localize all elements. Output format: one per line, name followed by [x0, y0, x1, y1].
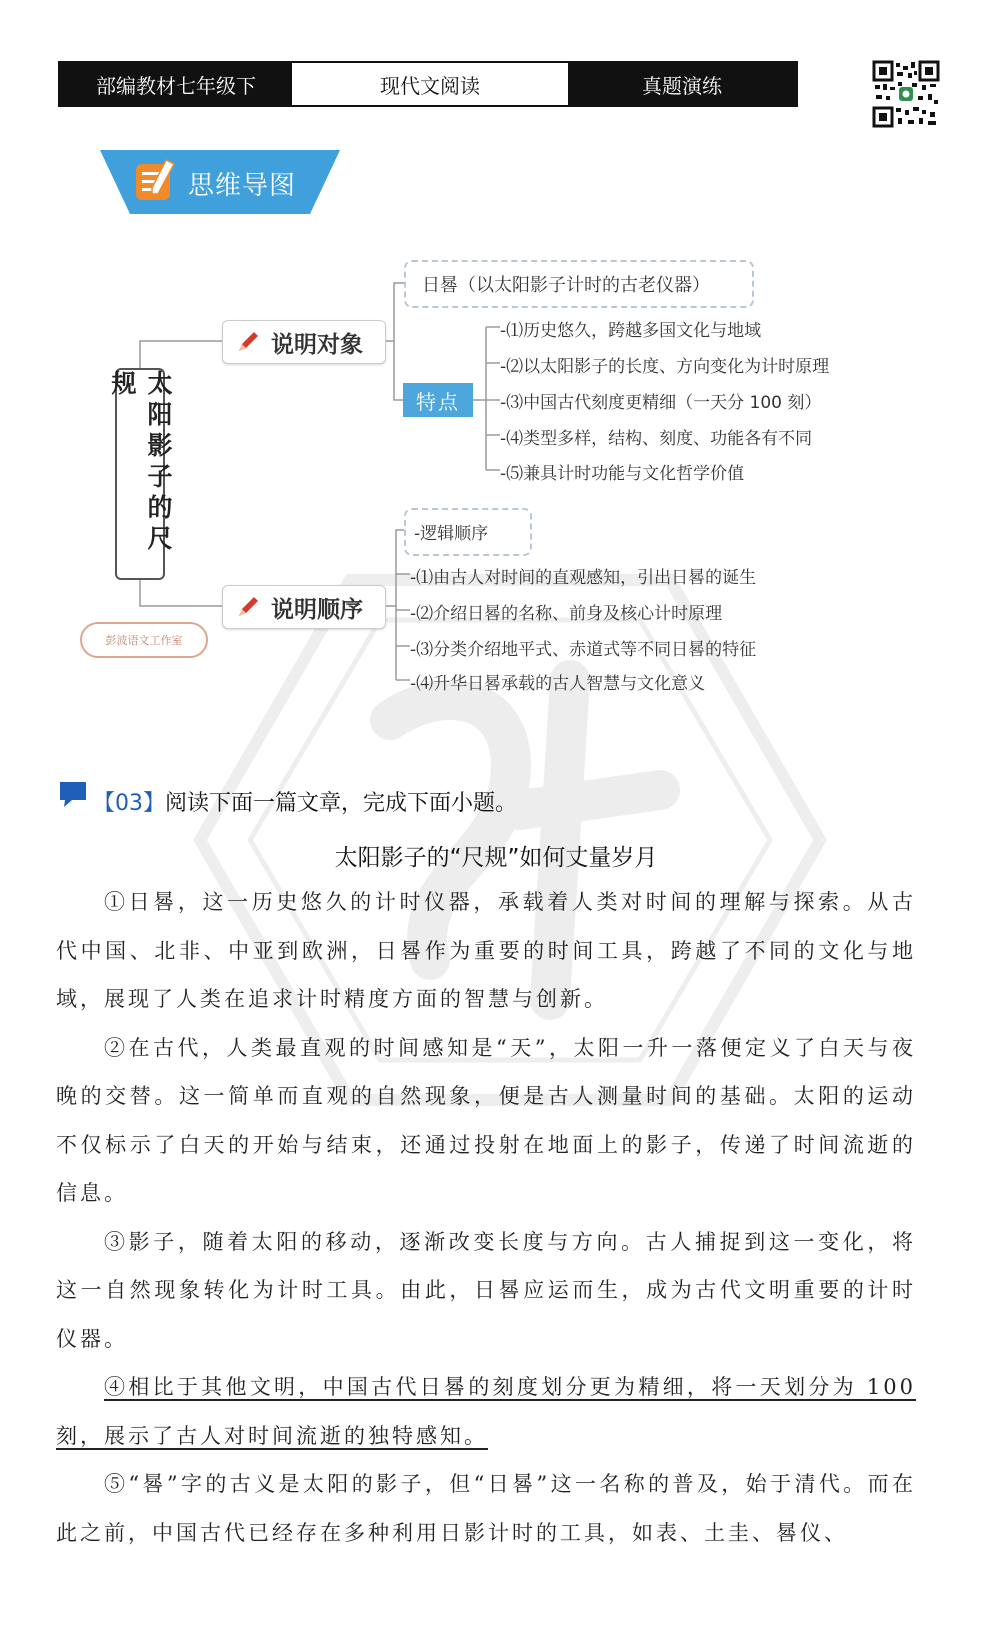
mindmap-banner-label: 思维导图 — [188, 171, 297, 201]
mindmap-feature-tag: 特点 — [403, 383, 473, 417]
header-practice: 真题演练 — [568, 63, 796, 105]
article-title: 太阳影子的“尺规”如何丈量岁月 — [334, 845, 658, 871]
order-item: -⑶分类介绍地平式、赤道式等不同日晷的特征 — [410, 640, 757, 660]
studio-stamp: 彭波语文工作室 — [80, 622, 208, 658]
speech-bubble-icon — [58, 780, 88, 808]
pencil-icon — [235, 329, 261, 355]
article-body — [56, 878, 916, 1557]
question-number: 【03】 — [93, 791, 165, 816]
order-item: -⑷升华日晷承载的古人智慧与文化意义 — [410, 674, 706, 694]
question-prompt: 阅读下面一篇文章，完成下面小题。 — [165, 791, 518, 816]
header-textbook: 部编教材七年级下 — [60, 63, 292, 105]
pencil-icon — [235, 594, 261, 620]
feature-item: -⑵以太阳影子的长度、方向变化为计时原理 — [500, 357, 830, 377]
paragraph: ③影子，随着太阳的移动，逐渐改变长度与方向。古人捕捉到这一变化，将这一自然现象转化为计时工具。由此，日晷应运而生，成为古代文明重要的计时仪器。 — [56, 1229, 916, 1351]
mindmap-branch-order-label: 说明顺序 — [271, 596, 363, 623]
mindmap-branch-object-label: 说明对象 — [271, 331, 363, 358]
paragraph: ②在古代，人类最直观的时间感知是“天”，太阳一升一落便定义了白天与夜晚的交替。这一简单而直观的自然现象，便是古人测量时间的基础。太阳的运动不仅标示了白天的开始与结束，还通过投射在地面上的影子，传递了时间流逝的信息。 — [56, 1035, 916, 1205]
feature-item: -⑷类型多样，结构、刻度、功能各有不同 — [500, 429, 813, 449]
header-section: 现代文阅读 — [292, 63, 568, 105]
mindmap-branch-object — [222, 320, 386, 364]
feature-item: -⑸兼具计时功能与文化哲学价值 — [500, 464, 745, 484]
mindmap-root: 太阳影子的尺规 — [115, 368, 165, 580]
mindmap-order-text: -逻辑顺序 — [414, 524, 489, 544]
paragraph: ①日晷，这一历史悠久的计时仪器，承载着人类对时间的理解与探索。从古代中国、北非、中亚到欧洲，日晷作为重要的时间工具，跨越了不同的文化与地域，展现了人类在追求计时精度方面的智慧与创新。 — [56, 890, 916, 1011]
question-line — [93, 786, 517, 817]
feature-item: -⑴历史悠久，跨越多国文化与地域 — [500, 321, 762, 341]
order-item: -⑴由古人对时间的直观感知，引出日晷的诞生 — [410, 568, 757, 588]
paragraph: ⑤“晷”字的古义是太阳的影子，但“日晷”这一名称的普及，始于清代。而在此之前，中国古代已经存在多种利用日影计时的工具，如表、土圭、晷仪、 — [56, 1472, 916, 1545]
paragraph-underlined: ④相比于其他文明，中国古代日晷的刻度划分更为精细，将一天划分为 100 刻，展示了古人对时间流逝的独特感知。 — [56, 1375, 916, 1448]
feature-item: -⑶中国古代刻度更精细（一天分 100 刻） — [500, 393, 822, 413]
order-item: -⑵介绍日晷的名称、前身及核心计时原理 — [410, 604, 723, 624]
mindmap-branch-order — [222, 585, 386, 629]
mindmap-object-text: 日晷（以太阳影子计时的古老仪器） — [422, 275, 710, 296]
